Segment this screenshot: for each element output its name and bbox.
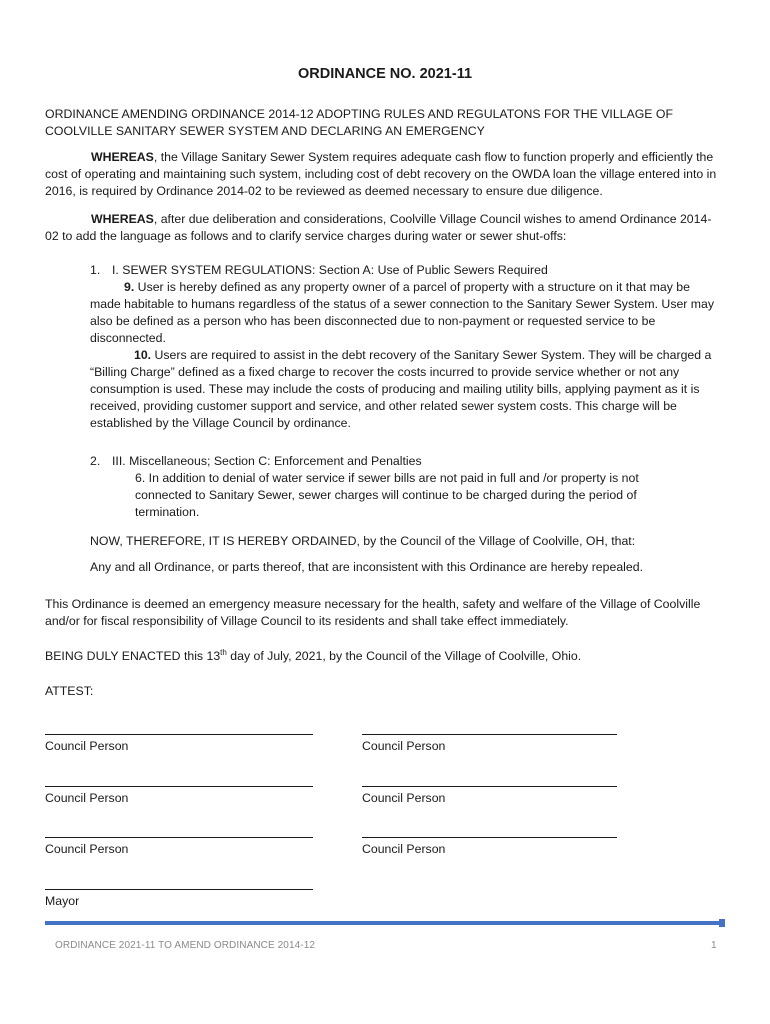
- list-item-1: [90, 262, 720, 432]
- signature-label: Council Person: [45, 739, 129, 753]
- now-therefore-clause: NOW, THEREFORE, IT IS HEREBY ORDAINED, by the Council of the Village of Coolville, OH, that:: [90, 534, 636, 548]
- ordinance-title: ORDINANCE NO. 2021-11: [297, 66, 473, 82]
- whereas-lead: WHEREAS: [91, 150, 154, 164]
- enacted-clause: [45, 648, 725, 665]
- signature-line: [45, 875, 313, 890]
- footer-divider: [45, 921, 725, 925]
- signature-line: [45, 823, 313, 838]
- subsection-number: 10.: [134, 348, 152, 362]
- signature-block: [45, 772, 315, 807]
- footer-title: ORDINANCE 2021-11 TO AMEND ORDINANCE 2014-12: [55, 940, 316, 951]
- signature-line: [45, 720, 313, 735]
- list-heading-text: I. SEWER SYSTEM REGULATIONS: Section A: Use of Public Sewers Required: [112, 263, 548, 277]
- enacted-text-rest: day of July, 2021, by the Council of the Village of Coolville, Ohio.: [226, 649, 582, 663]
- signature-label: Council Person: [45, 791, 129, 805]
- subsection-number: 9.: [124, 280, 135, 294]
- list-number: 1.: [90, 263, 101, 277]
- signature-block: [362, 823, 632, 858]
- attest-label: ATTEST:: [45, 684, 94, 698]
- signature-block: [45, 823, 315, 858]
- whereas-paragraph-2: [45, 211, 725, 245]
- signature-line: [362, 772, 617, 787]
- signature-label: Council Person: [45, 842, 129, 856]
- list-number: 2.: [90, 454, 101, 468]
- footer-divider-cap: [719, 919, 725, 927]
- emergency-clause: This Ordinance is deemed an emergency measure necessary for the health, safety and welfare of the Village of Coolville and/or for fiscal responsibility of Village Council to its residents and shall take effect immediately.: [45, 597, 701, 628]
- whereas-lead: WHEREAS: [91, 212, 154, 226]
- subsection-text: Users are required to assist in the debt recovery of the Sanitary Sewer System. They will be charged a “Billing Charge” defined as a fixed charge to recover the costs incurred to provide service whether or not any consumption is used. These may include the costs of producing and mailing utility bills, applying payment as it is received, providing customer support and service, and other related sewer system costs. This charge will be established by the Village Council by ordinance.: [90, 348, 712, 430]
- mayor-signature-block: [45, 875, 315, 910]
- subsection-10: [90, 347, 720, 432]
- ordinal-suffix: th: [220, 647, 227, 657]
- subsection-6: 6. In addition to denial of water service if sewer bills are not paid in full and /or property is not connected to Sanitary Sewer, sewer charges will continue to be charged during the period of termination.: [135, 471, 639, 519]
- page-number: 1: [711, 940, 717, 951]
- list-heading-text: III. Miscellaneous; Section C: Enforcement and Penalties: [112, 454, 422, 468]
- signature-block: [362, 772, 632, 807]
- signature-label: Council Person: [362, 791, 446, 805]
- signature-line: [45, 772, 313, 787]
- signature-line: [362, 823, 617, 838]
- signature-label: Council Person: [362, 842, 446, 856]
- whereas-text: , after due deliberation and considerations, Coolville Village Council wishes to amend Ordinance 2014-02 to add the language as follows and to clarify service charges during water or sewer shut-offs:: [45, 212, 712, 243]
- ordinance-subtitle: ORDINANCE AMENDING ORDINANCE 2014-12 ADOPTING RULES AND REGULATONS FOR THE VILLAGE OF COOLVILLE SANITARY SEWER SYSTEM AND DECLARING AN EMERGENCY: [45, 107, 673, 138]
- mayor-label: Mayor: [45, 894, 80, 908]
- list-item-heading: [90, 262, 720, 279]
- enacted-text: BEING DULY ENACTED this 13: [45, 649, 221, 663]
- signature-label: Council Person: [362, 739, 446, 753]
- subsection-9: [90, 279, 720, 347]
- list-item-heading: [90, 453, 720, 470]
- list-item-2: [90, 453, 720, 521]
- repeal-clause: Any and all Ordinance, or parts thereof, that are inconsistent with this Ordinance are hereby repealed.: [90, 560, 643, 574]
- signature-block: [45, 720, 315, 755]
- signature-line: [362, 720, 617, 735]
- signature-block: [362, 720, 632, 755]
- subsection-text: User is hereby defined as any property owner of a parcel of property with a structure on it that may be made habitable to humans regardless of the status of a sewer connection to the Sanitary Sewer System. User may also be defined as a person who has been disconnected due to non-payment or requested service to be disconnected.: [90, 280, 715, 345]
- whereas-text: , the Village Sanitary Sewer System requires adequate cash flow to function properly and efficiently the cost of operating and maintaining such system, including cost of debt recovery on the OWDA loan the village entered into in 2016, is required by Ordinance 2014-02 to be reviewed as deemed necessary to ensure due diligence.: [45, 150, 717, 198]
- whereas-paragraph-1: [45, 149, 725, 200]
